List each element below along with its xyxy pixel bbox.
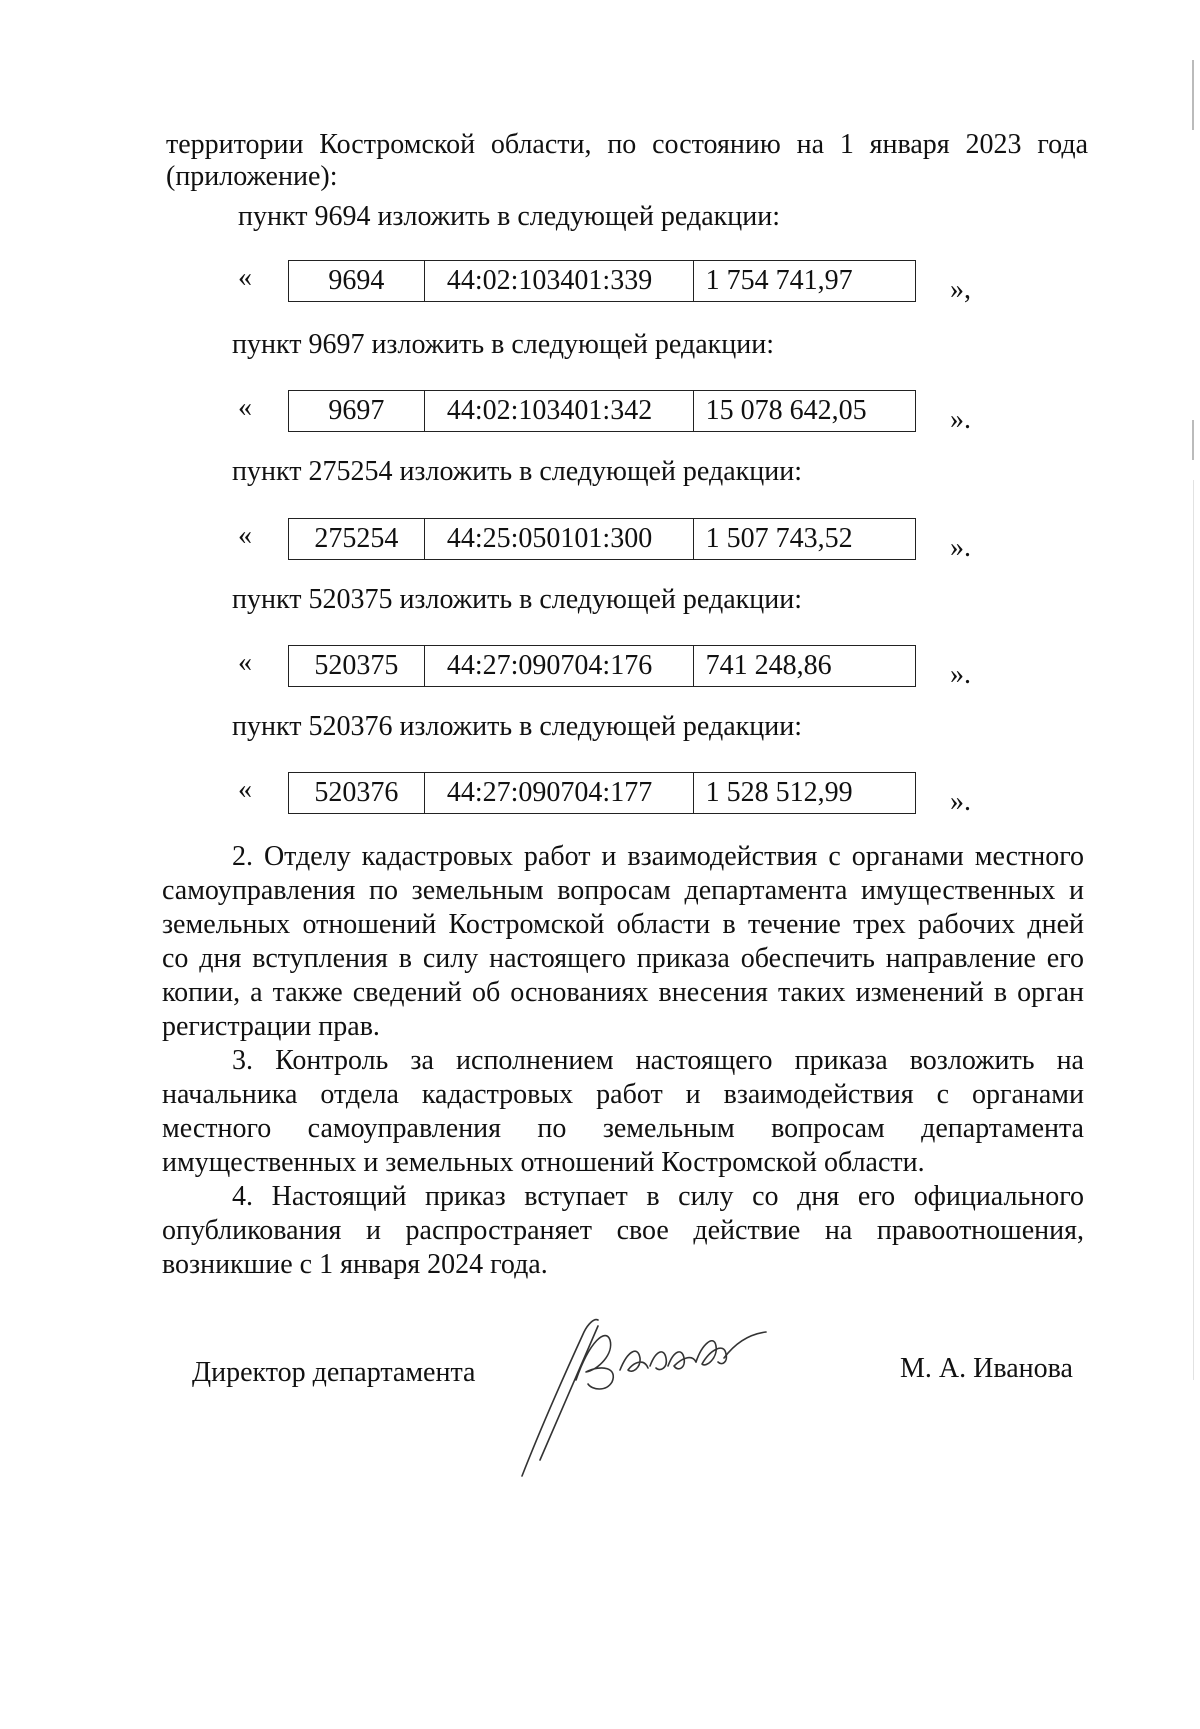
scan-edge-mark [1192, 420, 1194, 460]
signatory-name: М. А. Иванова [900, 1353, 1073, 1384]
paragraph-4-line: опубликования и распространяет свое действие на правоотношения, [162, 1215, 1084, 1246]
intro-line-2: (приложение): [166, 161, 338, 192]
quote-open: « [238, 774, 252, 805]
paragraph-2-line: регистрации прав. [162, 1011, 380, 1042]
quote-close: », [950, 274, 971, 305]
paragraph-4-line: возникшие с 1 января 2024 года. [162, 1249, 548, 1280]
table-row [289, 519, 916, 560]
paragraph-2-line: земельных отношений Костромской области в течение трех рабочих дней [162, 909, 1084, 940]
amendment-heading: пункт 520375 изложить в следующей редакции: [232, 584, 802, 615]
amendment-row [238, 772, 998, 817]
quote-close: ». [950, 532, 971, 563]
quote-close: ». [950, 786, 971, 817]
paragraph-4-line: 4. Настоящий приказ вступает в силу со дня его официального [232, 1181, 1084, 1212]
cadastral-number-cell: 44:27:090704:177 [424, 773, 693, 814]
table-row [289, 391, 916, 432]
item-number-cell: 9697 [289, 391, 425, 432]
value-cell: 1 754 741,97 [693, 261, 915, 302]
amendment-row [238, 260, 998, 305]
item-number-cell: 9694 [289, 261, 425, 302]
cadastral-table [288, 260, 916, 302]
amendment-heading: пункт 520376 изложить в следующей редакции: [232, 711, 802, 742]
paragraph-2-line: копии, а также сведений об основаниях внесения таких изменений в орган [162, 977, 1084, 1008]
cadastral-table [288, 645, 916, 687]
signatory-position: Директор департамента [192, 1357, 476, 1388]
cadastral-table [288, 518, 916, 560]
amendment-heading: пункт 275254 изложить в следующей редакции: [232, 456, 802, 487]
quote-open: « [238, 262, 252, 293]
scan-edge-mark [1193, 480, 1194, 1380]
value-cell: 741 248,86 [693, 646, 915, 687]
paragraph-3-line: имущественных и земельных отношений Костромской области. [162, 1147, 925, 1178]
quote-close: ». [950, 404, 971, 435]
table-row [289, 646, 916, 687]
paragraph-3-line: начальника отдела кадастровых работ и взаимодействия с органами [162, 1079, 1084, 1110]
scan-edge-mark [1192, 60, 1194, 130]
cadastral-table [288, 772, 916, 814]
quote-open: « [238, 647, 252, 678]
cadastral-number-cell: 44:02:103401:342 [424, 391, 693, 432]
amendment-heading: пункт 9697 изложить в следующей редакции: [232, 329, 774, 360]
cadastral-number-cell: 44:25:050101:300 [424, 519, 693, 560]
table-row [289, 773, 916, 814]
cadastral-number-cell: 44:27:090704:176 [424, 646, 693, 687]
paragraph-2-line: самоуправления по земельным вопросам департамента имущественных и [162, 875, 1084, 906]
cadastral-number-cell: 44:02:103401:339 [424, 261, 693, 302]
amendment-row [238, 645, 998, 690]
amendment-row [238, 518, 998, 563]
paragraph-2-line: со дня вступления в силу настоящего приказа обеспечить направление его [162, 943, 1084, 974]
value-cell: 15 078 642,05 [693, 391, 915, 432]
quote-open: « [238, 392, 252, 423]
item-number-cell: 520375 [289, 646, 425, 687]
cadastral-table [288, 390, 916, 432]
paragraph-3-line: 3. Контроль за исполнением настоящего приказа возложить на [232, 1045, 1084, 1076]
amendment-row [238, 390, 998, 435]
intro-line-1: территории Костромской области, по состоянию на 1 января 2023 года [166, 129, 1088, 160]
paragraph-2-line: 2. Отделу кадастровых работ и взаимодействия с органами местного [232, 841, 1084, 872]
table-row [289, 261, 916, 302]
handwritten-signature [510, 1310, 780, 1480]
amendment-heading: пункт 9694 изложить в следующей редакции: [238, 201, 780, 232]
item-number-cell: 520376 [289, 773, 425, 814]
item-number-cell: 275254 [289, 519, 425, 560]
value-cell: 1 528 512,99 [693, 773, 915, 814]
paragraph-3-line: местного самоуправления по земельным вопросам департамента [162, 1113, 1084, 1144]
value-cell: 1 507 743,52 [693, 519, 915, 560]
quote-close: ». [950, 659, 971, 690]
quote-open: « [238, 520, 252, 551]
